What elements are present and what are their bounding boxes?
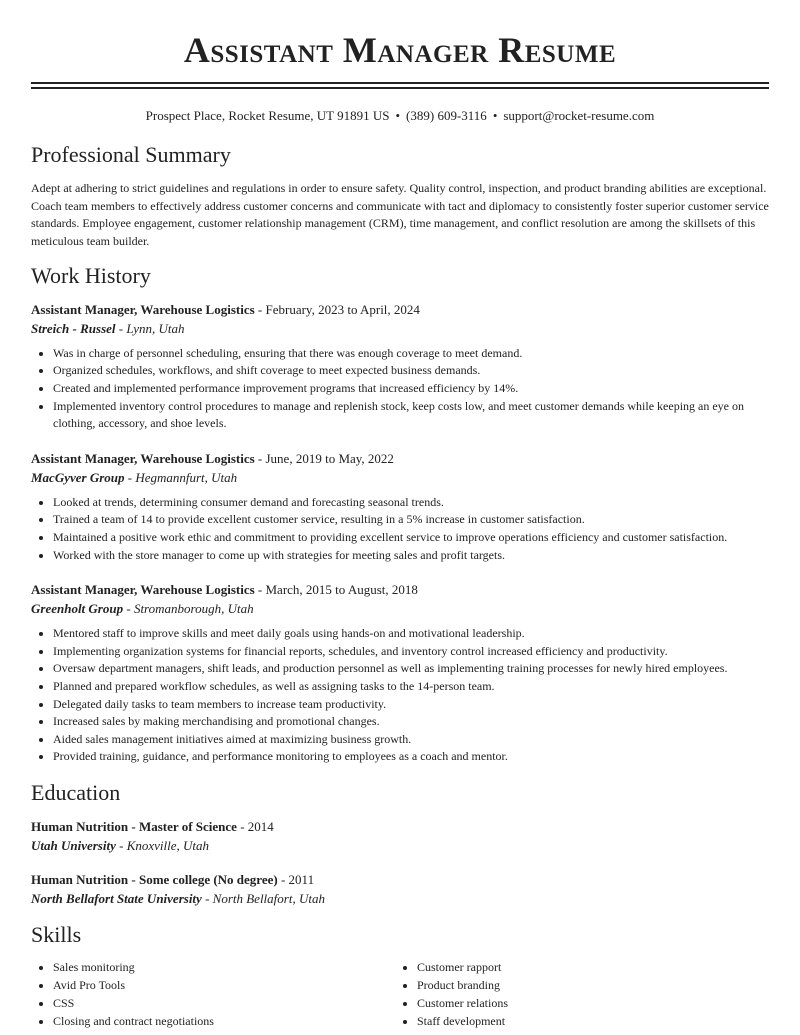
skill-item: • Customer rapport [417, 958, 759, 976]
job-header [31, 449, 769, 468]
job-bullet: • Aided sales management initiatives aimed at maximizing business growth. [53, 731, 769, 749]
skill-item: • Sales monitoring [53, 958, 395, 976]
job-title: Assistant Manager, Warehouse Logistics [31, 301, 255, 317]
contact-separator: • [492, 108, 498, 123]
job-bullet: • Created and implemented performance improvement programs that increased efficiency by 14%. [53, 380, 769, 398]
job-bullet: • Mentored staff to improve skills and meet daily goals using hands-on and motivational leadership. [53, 625, 769, 643]
job-company: MacGyver Group [31, 469, 125, 485]
education-school-line [31, 836, 769, 855]
education-header [31, 817, 769, 836]
education-location: - Knoxville, Utah [115, 837, 210, 853]
education-school: Utah University [31, 837, 116, 853]
job-bullet: • Worked with the store manager to come up with strategies for meeting sales and profit targets. [53, 547, 769, 565]
job-bullet: • Was in charge of personnel scheduling, ensuring that there was enough coverage to meet demand. [53, 345, 769, 363]
job-header [31, 300, 769, 319]
skill-item: • Avid Pro Tools [53, 976, 395, 994]
resume-page [31, 0, 769, 1030]
job-entry [31, 300, 769, 433]
job-dates: - March, 2015 to August, 2018 [254, 582, 418, 598]
education-year: - 2014 [236, 818, 274, 834]
education-degree: Human Nutrition - Some college (No degree) [31, 871, 278, 887]
job-bullets [31, 494, 769, 564]
contact-separator: • [395, 108, 401, 123]
header-rule-bottom [31, 87, 769, 89]
job-bullet: • Delegated daily tasks to team members to increase team productivity. [53, 696, 769, 714]
summary-heading: Professional Summary [31, 142, 231, 167]
education-entry [31, 817, 769, 855]
skills-heading: Skills [31, 921, 82, 947]
job-bullet: • Implemented inventory control procedures to manage and replenish stock, keep costs low, and meet customer demands while keeping an eye on clothing, accessory, and shoe levels. [53, 398, 769, 433]
job-bullet: • Increased sales by making merchandising and promotional changes. [53, 713, 769, 731]
education-header [31, 870, 769, 889]
job-location: - Hegmannfurt, Utah [124, 469, 238, 485]
job-company-line [31, 319, 769, 338]
education-heading: Education [31, 779, 121, 805]
contact-address: Prospect Place, Rocket Resume, UT 91891 US [145, 108, 390, 123]
job-bullets [31, 345, 769, 433]
job-title: Assistant Manager, Warehouse Logistics [31, 450, 255, 466]
header-rule-top [31, 82, 769, 84]
skills-grid [31, 958, 769, 1030]
skills-column-left [31, 958, 395, 1030]
work-history-heading: Work History [31, 262, 151, 288]
skill-item: • Customer relations [417, 994, 759, 1012]
job-bullet: • Organized schedules, workflows, and shift coverage to meet expected business demands. [53, 362, 769, 380]
job-bullet: • Trained a team of 14 to provide excellent customer service, resulting in a 5% increase in customer satisfaction. [53, 511, 769, 529]
job-bullet: • Looked at trends, determining consumer demand and forecasting seasonal trends. [53, 494, 769, 512]
skill-item: • CSS [53, 994, 395, 1012]
education-school-line [31, 889, 769, 908]
education-degree: Human Nutrition - Master of Science [31, 818, 237, 834]
job-bullets [31, 625, 769, 766]
contact-email[interactable]: support@rocket-resume.com [503, 108, 655, 123]
contact-line [31, 107, 769, 125]
resume-title: Assistant Manager Resume [183, 30, 617, 70]
education-entry [31, 870, 769, 908]
job-header [31, 580, 769, 599]
job-entry [31, 449, 769, 564]
job-bullet: • Provided training, guidance, and performance monitoring to employees as a coach and mentor. [53, 748, 769, 766]
job-location: - Stromanborough, Utah [123, 601, 254, 617]
job-dates: - February, 2023 to April, 2024 [254, 301, 420, 317]
job-title: Assistant Manager, Warehouse Logistics [31, 582, 255, 598]
job-entry [31, 580, 769, 766]
skills-column-right [395, 958, 759, 1030]
job-company: Streich - Russel [31, 320, 116, 336]
job-company-line [31, 468, 769, 487]
job-location: - Lynn, Utah [115, 320, 185, 336]
education-school: North Bellafort State University [31, 890, 202, 906]
education-location: - North Bellafort, Utah [201, 890, 325, 906]
job-bullet: • Oversaw department managers, shift leads, and production personnel as well as implementing training processes for newly hired employees. [53, 660, 769, 678]
job-bullet: • Planned and prepared workflow schedules, as well as assigning tasks to the 14-person team. [53, 678, 769, 696]
job-bullet: • Maintained a positive work ethic and commitment to providing excellent service to improve operations efficiency and customer satisfaction. [53, 529, 769, 547]
job-dates: - June, 2019 to May, 2022 [254, 450, 394, 466]
skill-item: • Staff development [417, 1012, 759, 1030]
job-company-line [31, 599, 769, 618]
job-bullet: • Implementing organization systems for financial reports, schedules, and inventory control increased efficiency and productivity. [53, 643, 769, 661]
summary-text: Adept at adhering to strict guidelines and regulations in order to ensure safety. Quality control, inspection, and product branding abilities are exceptional. Coach team members to effectively address customer concerns and communicate with tact and diplomacy to consistently foster superior customer service standards. Employee engagement, customer relationship management (CRM), time management, and conflict resolution are among the skillsets of this meticulous team builder. [31, 181, 769, 249]
skill-item: • Closing and contract negotiations [53, 1012, 395, 1030]
education-year: - 2011 [277, 871, 315, 887]
skill-item: • Product branding [417, 976, 759, 994]
contact-phone: (389) 609-3116 [406, 108, 487, 123]
job-company: Greenholt Group [31, 601, 124, 617]
